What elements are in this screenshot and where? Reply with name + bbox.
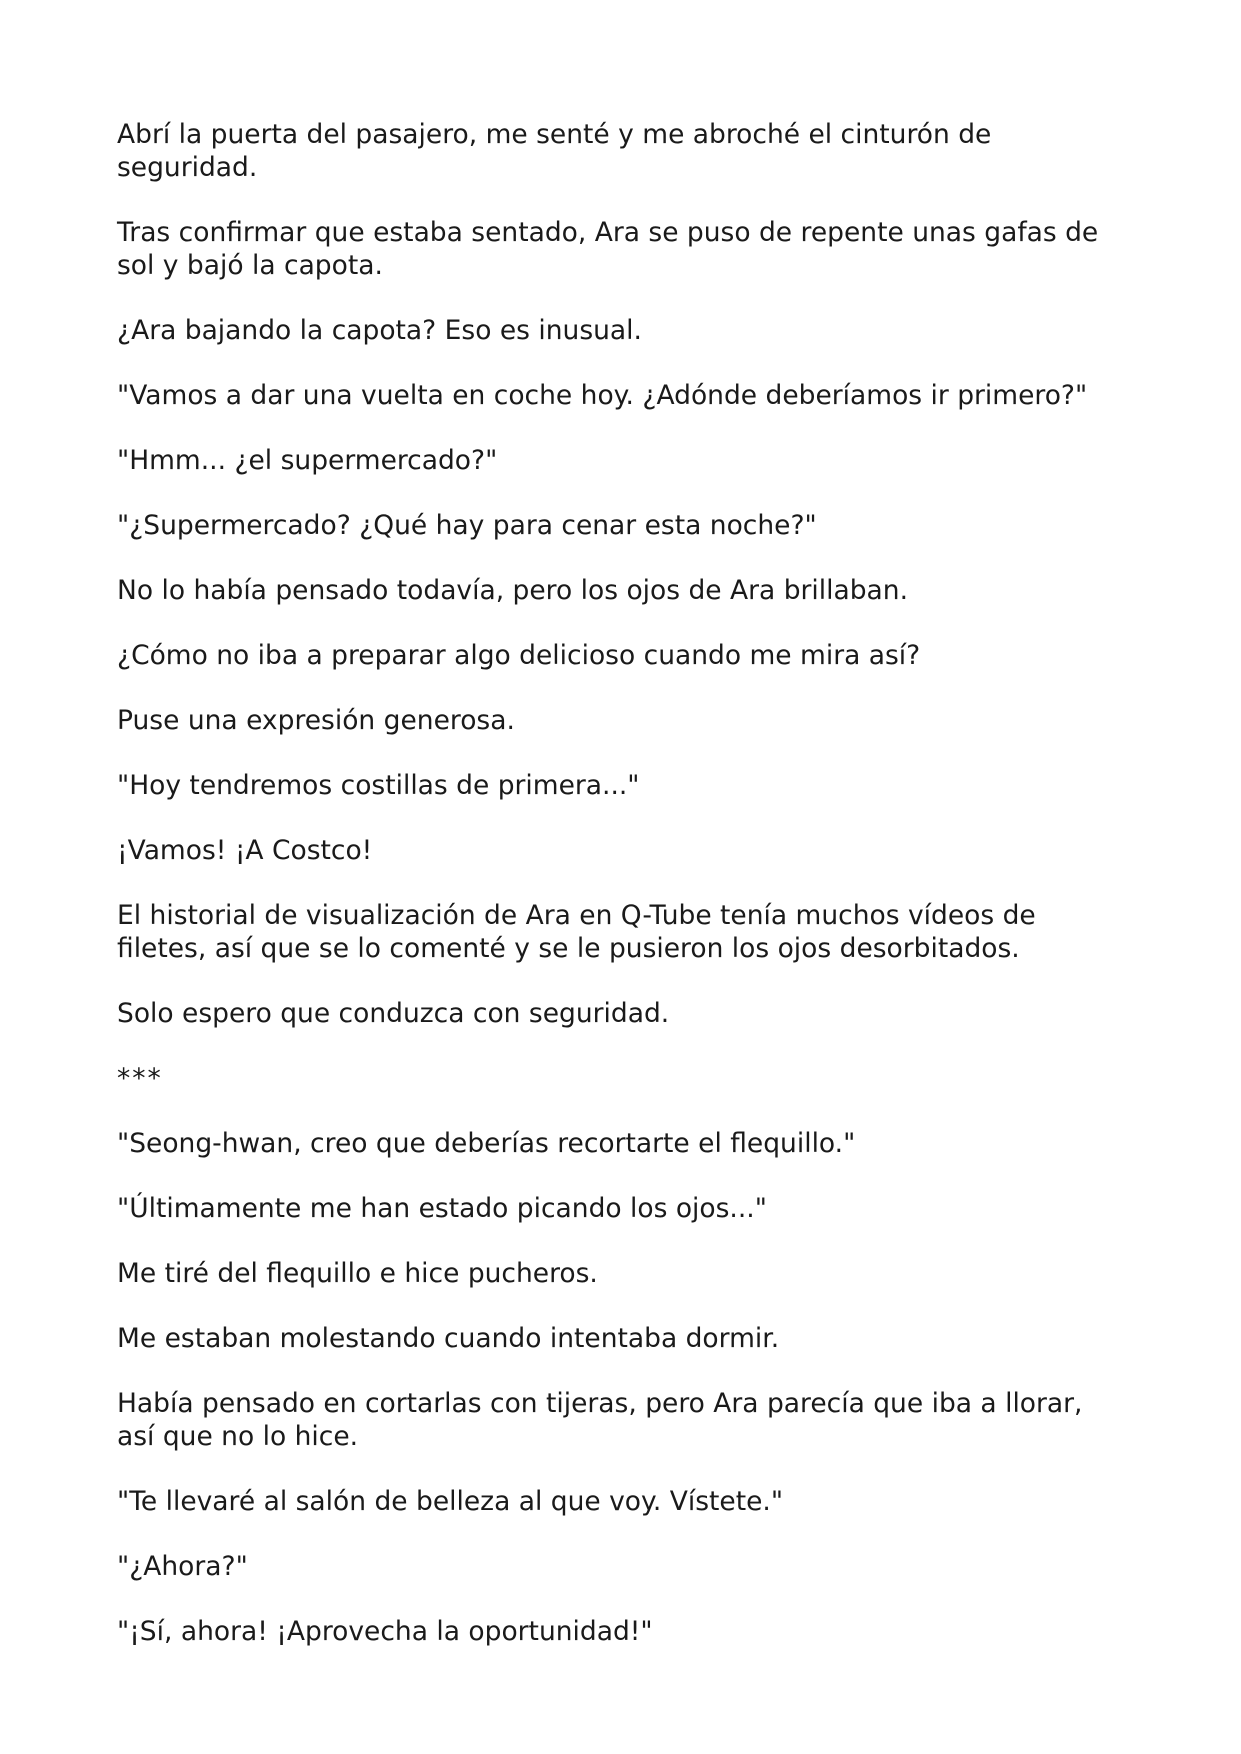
paragraph: "Vamos a dar una vuelta en coche hoy. ¿Adónde deberíamos ir primero?" [117, 380, 1088, 411]
paragraph: Tras confirmar que estaba sentado, Ara se puso de repente unas gafas de sol y bajó la capota. [117, 217, 1099, 281]
section-separator: *** [117, 1063, 163, 1094]
paragraph: Solo espero que conduzca con seguridad. [117, 998, 670, 1029]
paragraph: "¿Supermercado? ¿Qué hay para cenar esta noche?" [117, 510, 817, 541]
paragraph: "Seong-hwan, creo que deberías recortarte el flequillo." [117, 1128, 856, 1159]
paragraph: Me tiré del flequillo e hice pucheros. [117, 1258, 598, 1289]
paragraph: "¿Ahora?" [117, 1551, 248, 1582]
paragraph: El historial de visualización de Ara en Q-Tube tenía muchos vídeos de filetes, así que se lo comenté y se le pusieron los ojos desorbitados. [117, 900, 1036, 964]
paragraph: ¿Cómo no iba a preparar algo delicioso cuando me mira así? [117, 640, 921, 671]
paragraph: "Últimamente me han estado picando los ojos..." [117, 1193, 767, 1224]
paragraph: Me estaban molestando cuando intentaba dormir. [117, 1323, 780, 1354]
paragraph: Había pensado en cortarlas con tijeras, pero Ara parecía que iba a llorar, así que no lo hice. [117, 1388, 1083, 1452]
paragraph: ¡Vamos! ¡A Costco! [117, 835, 373, 866]
paragraph: "Te llevaré al salón de belleza al que voy. Vístete." [117, 1486, 784, 1517]
paragraph: "Hmm... ¿el supermercado?" [117, 445, 498, 476]
paragraph: Puse una expresión generosa. [117, 705, 515, 736]
paragraph: ¿Ara bajando la capota? Eso es inusual. [117, 315, 642, 346]
paragraph: Abrí la puerta del pasajero, me senté y me abroché el cinturón de seguridad. [117, 119, 992, 183]
paragraph: No lo había pensado todavía, pero los ojos de Ara brillaban. [117, 575, 909, 606]
paragraph: "Hoy tendremos costillas de primera..." [117, 770, 640, 801]
paragraph: "¡Sí, ahora! ¡Aprovecha la oportunidad!" [117, 1616, 653, 1647]
document-page [117, 118, 1127, 1680]
